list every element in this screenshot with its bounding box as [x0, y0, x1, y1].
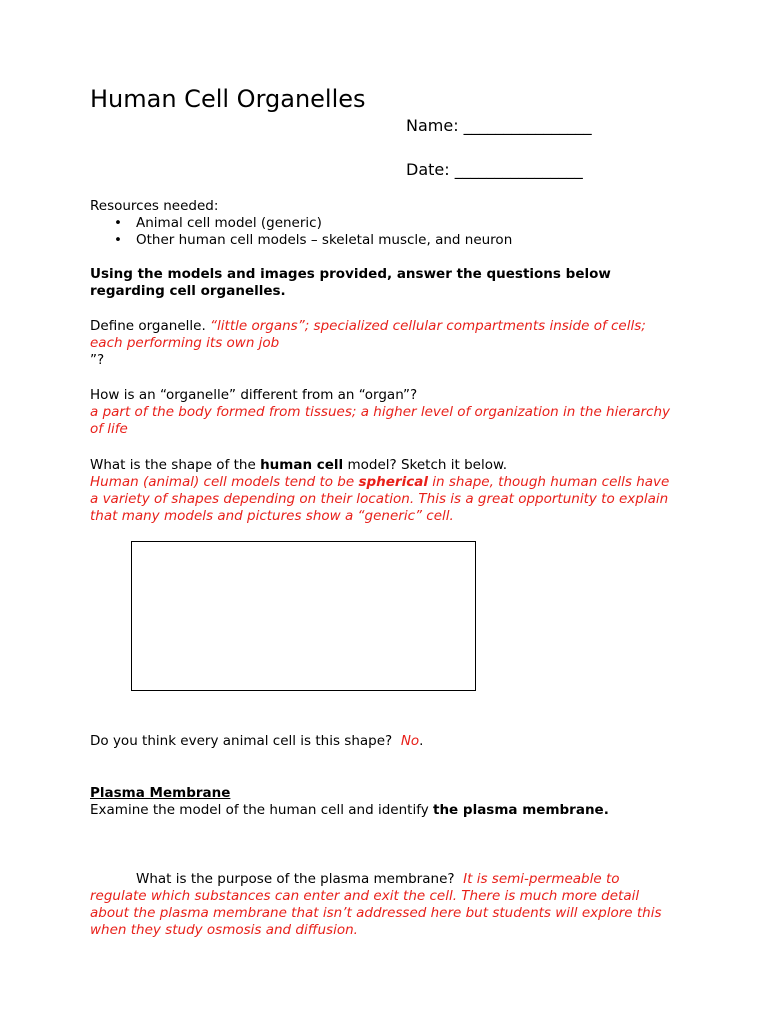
shape-answer: Human (animal) cell models tend to be spherical in shape, though human cells have a variety of shapes depending on their location. This is a great opportunity to explain that many models and pictures show a “generic” cell.: [90, 474, 670, 524]
date-field-line: Date: ________________: [406, 160, 583, 179]
define-trailing: ”?: [90, 352, 105, 368]
page-title: Human Cell Organelles: [90, 85, 366, 113]
organ-difference-section: [90, 387, 680, 438]
instructions: Using the models and images provided, answer the questions below regarding cell organelles.: [90, 266, 611, 299]
purpose-question: What is the purpose of the plasma membrane?: [136, 871, 455, 887]
resources-list: [90, 215, 680, 249]
resources-section: [90, 198, 680, 249]
define-question: Define organelle.: [90, 318, 206, 334]
every-question: Do you think every animal cell is this shape?: [90, 733, 393, 749]
purpose-answer: It is semi-permeable to regulate which substances can enter and exit the cell. There is much more detail about the plasma membrane that isn’t addressed here but students will explore this when they study osmosis and diffusion.: [90, 871, 662, 938]
resource-item: • Animal cell model (generic): [136, 215, 680, 232]
every-answer: No: [400, 733, 420, 749]
plasma-membrane-instruction: Examine the model of the human cell and identify the plasma membrane.: [90, 802, 609, 818]
sketch-box: [131, 541, 476, 691]
cell-shape-section: [90, 457, 680, 525]
define-organelle-section: [90, 318, 680, 369]
plasma-purpose-section: [90, 871, 680, 939]
organ-question: How is an “organelle” different from an “organ”?: [90, 387, 418, 403]
plasma-membrane-section: [90, 785, 680, 819]
organ-answer: a part of the body formed from tissues; a higher level of organization in the hierarchy of life: [90, 404, 671, 437]
plasma-membrane-heading: Plasma Membrane: [90, 785, 231, 801]
define-answer-line1: “little organs”; specialized cellular compartments inside of cells;: [210, 318, 646, 334]
every-cell-shape-section: Do you think every animal cell is this shape? No.: [90, 733, 424, 749]
resources-heading: Resources needed:: [90, 198, 219, 214]
define-answer-line2: each performing its own job: [90, 335, 280, 351]
name-field-line: Name: ________________: [406, 116, 592, 135]
resource-item: • Other human cell models – skeletal muscle, and neuron: [136, 232, 680, 249]
shape-question: What is the shape of the human cell model? Sketch it below.: [90, 457, 508, 473]
